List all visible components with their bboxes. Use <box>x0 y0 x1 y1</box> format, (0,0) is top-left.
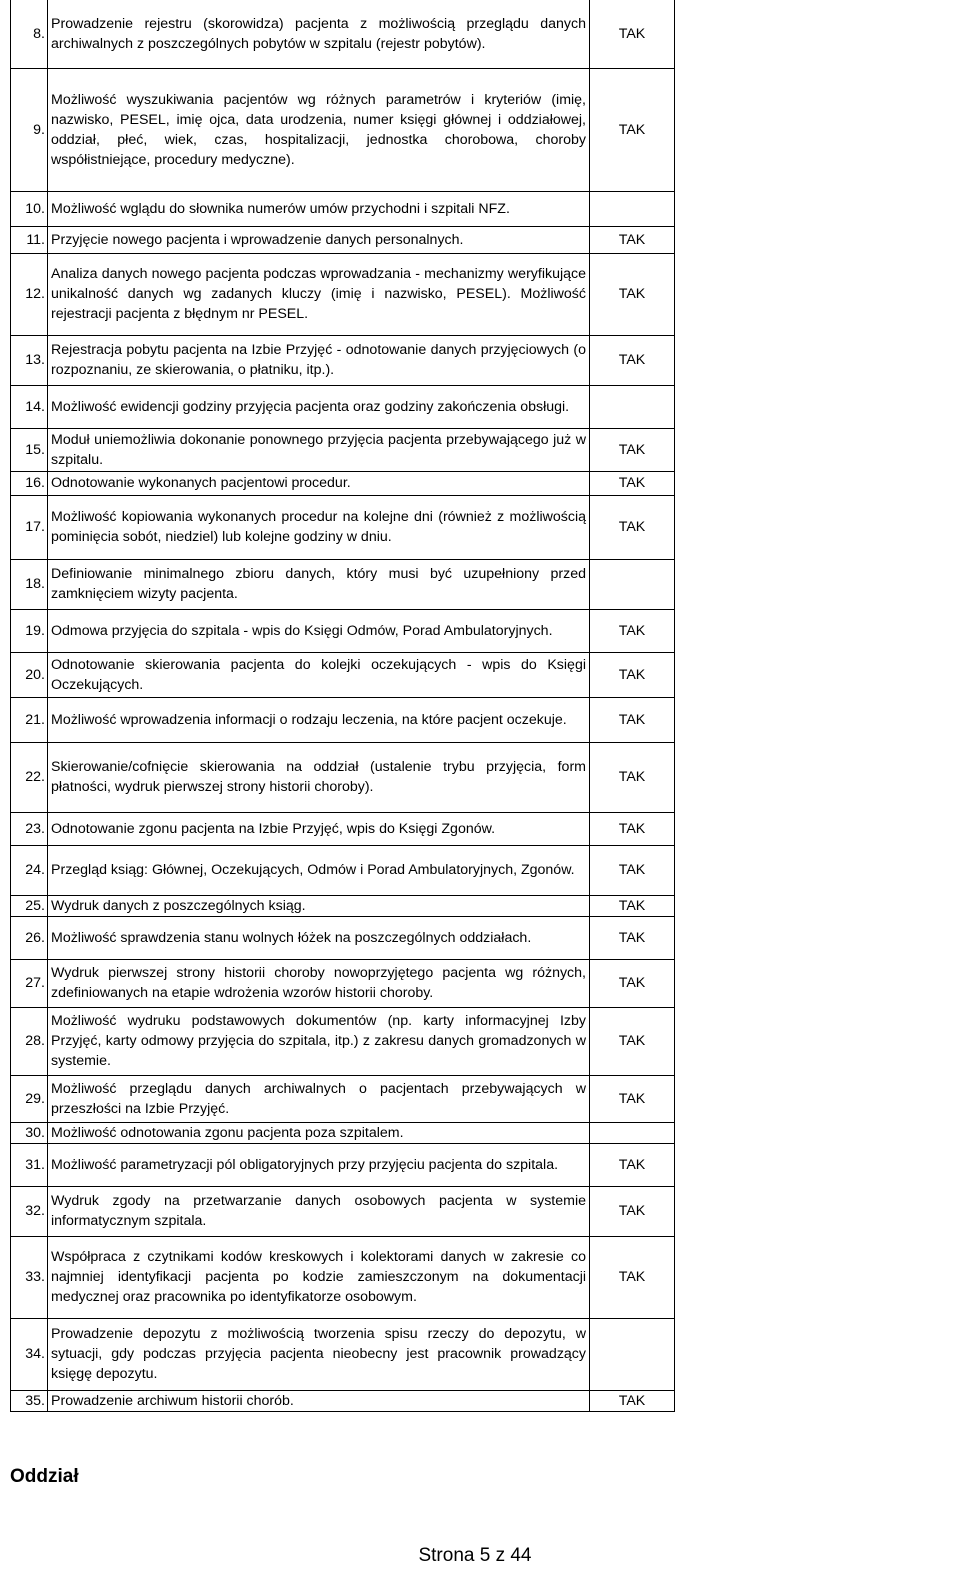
row-number: 20. <box>11 652 48 697</box>
row-number: 26. <box>11 916 48 959</box>
row-answer: TAK <box>590 335 675 385</box>
row-number: 17. <box>11 495 48 559</box>
row-number: 22. <box>11 742 48 812</box>
table-row <box>11 1007 675 1075</box>
table-row <box>11 1318 675 1390</box>
row-description: Odnotowanie zgonu pacjenta na Izbie Przyjęć, wpis do Księgi Zgonów. <box>48 812 590 845</box>
page-footer <box>0 1545 960 1567</box>
table-row <box>11 609 675 652</box>
row-description: Możliwość parametryzacji pól obligatoryjnych przy przyjęciu pacjenta do szpitala. <box>48 1143 590 1186</box>
table-row <box>11 226 675 253</box>
row-number: 9. <box>11 68 48 191</box>
row-number: 27. <box>11 959 48 1007</box>
row-answer: TAK <box>590 812 675 845</box>
row-description: Możliwość wyszukiwania pacjentów wg różnych parametrów i kryteriów (imię, nazwisko, PESEL, imię ojca, data urodzenia, numer księgi głównej i oddziałowej, oddział, płeć, wiek, czas, hospitalizacji, jednostka chorobowa, choroby współistniejące, procedury medyczne). <box>48 68 590 191</box>
table-row <box>11 0 675 68</box>
table-row <box>11 1143 675 1186</box>
row-description: Odnotowanie skierowania pacjenta do kolejki oczekujących - wpis do Księgi Oczekujących. <box>48 652 590 697</box>
row-answer: TAK <box>590 916 675 959</box>
row-description: Możliwość kopiowania wykonanych procedur na kolejne dni (również z możliwością pominięcia sobót, niedziel) lub kolejne godziny w dniu. <box>48 495 590 559</box>
row-description: Możliwość odnotowania zgonu pacjenta poza szpitalem. <box>48 1122 590 1143</box>
table-row <box>11 68 675 191</box>
row-number: 31. <box>11 1143 48 1186</box>
row-description: Wydruk pierwszej strony historii choroby nowoprzyjętego pacjenta wg różnych, zdefiniowanych na etapie wdrożenia wzorów historii choroby. <box>48 959 590 1007</box>
table-row <box>11 652 675 697</box>
row-number: 30. <box>11 1122 48 1143</box>
row-number: 25. <box>11 895 48 916</box>
table-row <box>11 1390 675 1411</box>
row-answer <box>590 559 675 609</box>
table-row <box>11 895 675 916</box>
table-row <box>11 1122 675 1143</box>
row-description: Prowadzenie rejestru (skorowidza) pacjenta z możliwością przeglądu danych archiwalnych z poszczególnych pobytów w szpitalu (rejestr pobytów). <box>48 0 590 68</box>
row-description: Skierowanie/cofnięcie skierowania na oddział (ustalenie trybu przyjęcia, form płatności, wydruk pierwszej strony historii choroby). <box>48 742 590 812</box>
row-number: 28. <box>11 1007 48 1075</box>
row-answer: TAK <box>590 253 675 335</box>
row-description: Wydruk danych z poszczególnych ksiąg. <box>48 895 590 916</box>
row-number: 32. <box>11 1186 48 1236</box>
row-number: 35. <box>11 1390 48 1411</box>
row-description: Odmowa przyjęcia do szpitala - wpis do Księgi Odmów, Porad Ambulatoryjnych. <box>48 609 590 652</box>
row-description: Współpraca z czytnikami kodów kreskowych i kolektorami danych w zakresie co najmniej identyfikacji pacjenta po kodzie zamieszczonym na dokumentacji medycznej oraz pracownika po identyfikatorze osobowym. <box>48 1236 590 1318</box>
row-answer <box>590 191 675 226</box>
row-answer: TAK <box>590 959 675 1007</box>
row-description: Możliwość wydruku podstawowych dokumentów (np. karty informacyjnej Izby Przyjęć, karty odmowy przyjęcia do szpitala, itp.) z zakresu danych gromadzonych w systemie. <box>48 1007 590 1075</box>
row-number: 18. <box>11 559 48 609</box>
row-number: 15. <box>11 428 48 471</box>
row-answer: TAK <box>590 0 675 68</box>
row-number: 16. <box>11 471 48 495</box>
table-row <box>11 428 675 471</box>
table-row <box>11 1186 675 1236</box>
row-number: 10. <box>11 191 48 226</box>
row-answer: TAK <box>590 68 675 191</box>
table-row <box>11 959 675 1007</box>
row-description: Możliwość sprawdzenia stanu wolnych łóżek na poszczególnych oddziałach. <box>48 916 590 959</box>
row-description: Przegląd ksiąg: Głównej, Oczekujących, Odmów i Porad Ambulatoryjnych, Zgonów. <box>48 845 590 895</box>
row-answer: TAK <box>590 471 675 495</box>
row-number: 14. <box>11 385 48 428</box>
row-description: Możliwość wprowadzenia informacji o rodzaju leczenia, na które pacjent oczekuje. <box>48 697 590 742</box>
row-description: Moduł uniemożliwia dokonanie ponownego przyjęcia pacjenta przebywającego już w szpitalu. <box>48 428 590 471</box>
row-number: 34. <box>11 1318 48 1390</box>
row-answer: TAK <box>590 1075 675 1122</box>
row-number: 24. <box>11 845 48 895</box>
row-answer: TAK <box>590 742 675 812</box>
row-number: 23. <box>11 812 48 845</box>
row-description: Przyjęcie nowego pacjenta i wprowadzenie danych personalnych. <box>48 226 590 253</box>
row-answer <box>590 385 675 428</box>
row-number: 33. <box>11 1236 48 1318</box>
row-number: 19. <box>11 609 48 652</box>
row-number: 8. <box>11 0 48 68</box>
table-row <box>11 812 675 845</box>
row-description: Wydruk zgody na przetwarzanie danych osobowych pacjenta w systemie informatycznym szpitala. <box>48 1186 590 1236</box>
section-title: Oddział <box>10 1466 79 1487</box>
row-description: Odnotowanie wykonanych pacjentowi procedur. <box>48 471 590 495</box>
row-description: Możliwość wglądu do słownika numerów umów przychodni i szpitali NFZ. <box>48 191 590 226</box>
row-description: Rejestracja pobytu pacjenta na Izbie Przyjęć - odnotowanie danych przyjęciowych (o rozpoznaniu, ze skierowania, o płatniku, itp.). <box>48 335 590 385</box>
row-answer <box>590 1122 675 1143</box>
row-description: Prowadzenie archiwum historii chorób. <box>48 1390 590 1411</box>
row-number: 11. <box>11 226 48 253</box>
requirements-table-body <box>11 0 675 1411</box>
row-answer: TAK <box>590 1143 675 1186</box>
row-number: 12. <box>11 253 48 335</box>
table-row <box>11 916 675 959</box>
row-answer: TAK <box>590 1236 675 1318</box>
table-row <box>11 1075 675 1122</box>
row-description: Możliwość przeglądu danych archiwalnych o pacjentach przebywających w przeszłości na Izbie Przyjęć. <box>48 1075 590 1122</box>
row-description: Definiowanie minimalnego zbioru danych, który musi być uzupełniony przed zamknięciem wizyty pacjenta. <box>48 559 590 609</box>
requirements-table <box>10 0 675 1412</box>
row-answer: TAK <box>590 1007 675 1075</box>
row-description: Prowadzenie depozytu z możliwością tworzenia spisu rzeczy do depozytu, w sytuacji, gdy podczas przyjęcia pacjenta nieobecny jest pracownik prowadzący księgę depozytu. <box>48 1318 590 1390</box>
table-row <box>11 385 675 428</box>
row-answer: TAK <box>590 495 675 559</box>
row-answer: TAK <box>590 652 675 697</box>
row-number: 13. <box>11 335 48 385</box>
table-row <box>11 697 675 742</box>
table-row <box>11 845 675 895</box>
table-row <box>11 471 675 495</box>
row-answer <box>590 1318 675 1390</box>
row-answer: TAK <box>590 895 675 916</box>
page-number: Strona 5 z 44 <box>418 1545 532 1566</box>
row-number: 21. <box>11 697 48 742</box>
row-answer: TAK <box>590 697 675 742</box>
row-answer: TAK <box>590 428 675 471</box>
row-number: 29. <box>11 1075 48 1122</box>
row-answer: TAK <box>590 609 675 652</box>
table-row <box>11 191 675 226</box>
row-answer: TAK <box>590 845 675 895</box>
table-row <box>11 559 675 609</box>
row-description: Możliwość ewidencji godziny przyjęcia pacjenta oraz godziny zakończenia obsługi. <box>48 385 590 428</box>
row-answer: TAK <box>590 226 675 253</box>
row-answer: TAK <box>590 1186 675 1236</box>
table-row <box>11 742 675 812</box>
table-row <box>11 1236 675 1318</box>
table-row <box>11 495 675 559</box>
row-answer: TAK <box>590 1390 675 1411</box>
row-description: Analiza danych nowego pacjenta podczas wprowadzania - mechanizmy weryfikujące unikalność danych wg zadanych kluczy (imię i nazwisko, PESEL). Możliwość rejestracji pacjenta z błędnym nr PESEL. <box>48 253 590 335</box>
table-row <box>11 335 675 385</box>
table-row <box>11 253 675 335</box>
